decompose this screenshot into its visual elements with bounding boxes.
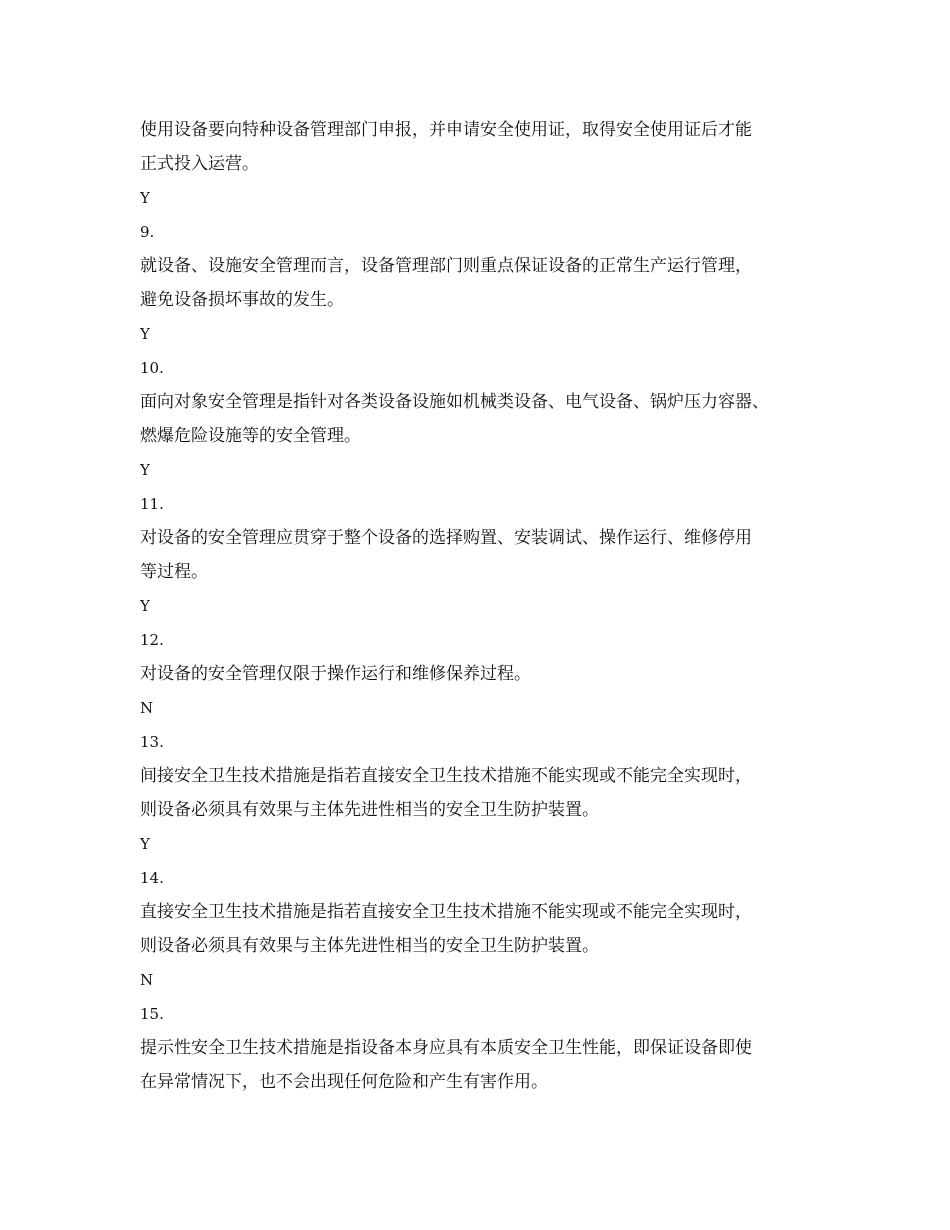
question-text-line: 面向对象安全管理是指针对各类设备设施如机械类设备、电气设备、锅炉压力容器、 bbox=[140, 392, 769, 412]
answer-mark: Y bbox=[140, 597, 150, 615]
question-text-line: 对设备的安全管理应贯穿于整个设备的选择购置、安装调试、操作运行、维修停用 bbox=[140, 528, 752, 548]
question-number: 11. bbox=[140, 495, 164, 513]
question-number: 15. bbox=[140, 1005, 164, 1023]
question-text-line: 则设备必须具有效果与主体先进性相当的安全卫生防护装置。 bbox=[140, 800, 599, 820]
question-text-line: 避免设备损坏事故的发生。 bbox=[140, 290, 344, 310]
question-text-line: 间接安全卫生技术措施是指若直接安全卫生技术措施不能实现或不能完全实现时， bbox=[140, 766, 752, 786]
question-number: 13. bbox=[140, 733, 164, 751]
document-page bbox=[140, 113, 840, 1099]
question-text-line: 则设备必须具有效果与主体先进性相当的安全卫生防护装置。 bbox=[140, 936, 599, 956]
question-text-line: 等过程。 bbox=[140, 562, 208, 582]
answer-mark: N bbox=[140, 971, 154, 989]
answer-mark: Y bbox=[140, 189, 150, 207]
answer-mark: Y bbox=[140, 325, 150, 343]
question-text-line: 正式投入运营。 bbox=[140, 154, 259, 174]
question-text-line: 就设备、设施安全管理而言，设备管理部门则重点保证设备的正常生产运行管理， bbox=[140, 256, 752, 276]
question-text-line: 在异常情况下，也不会出现任何危险和产生有害作用。 bbox=[140, 1072, 548, 1092]
question-number: 12. bbox=[140, 631, 164, 649]
answer-mark: Y bbox=[140, 461, 150, 479]
question-number: 10. bbox=[140, 359, 164, 377]
question-text-line: 燃爆危险设施等的安全管理。 bbox=[140, 426, 361, 446]
question-text-line: 使用设备要向特种设备管理部门申报，并申请安全使用证，取得安全使用证后才能 bbox=[140, 120, 752, 140]
question-text-line: 直接安全卫生技术措施是指若直接安全卫生技术措施不能实现或不能完全实现时， bbox=[140, 902, 752, 922]
answer-mark: N bbox=[140, 699, 154, 717]
question-number: 14. bbox=[140, 869, 164, 887]
answer-mark: Y bbox=[140, 835, 150, 853]
question-text-line: 对设备的安全管理仅限于操作运行和维修保养过程。 bbox=[140, 664, 531, 684]
question-number: 9. bbox=[140, 223, 155, 241]
question-text-line: 提示性安全卫生技术措施是指设备本身应具有本质安全卫生性能，即保证设备即使 bbox=[140, 1038, 752, 1058]
